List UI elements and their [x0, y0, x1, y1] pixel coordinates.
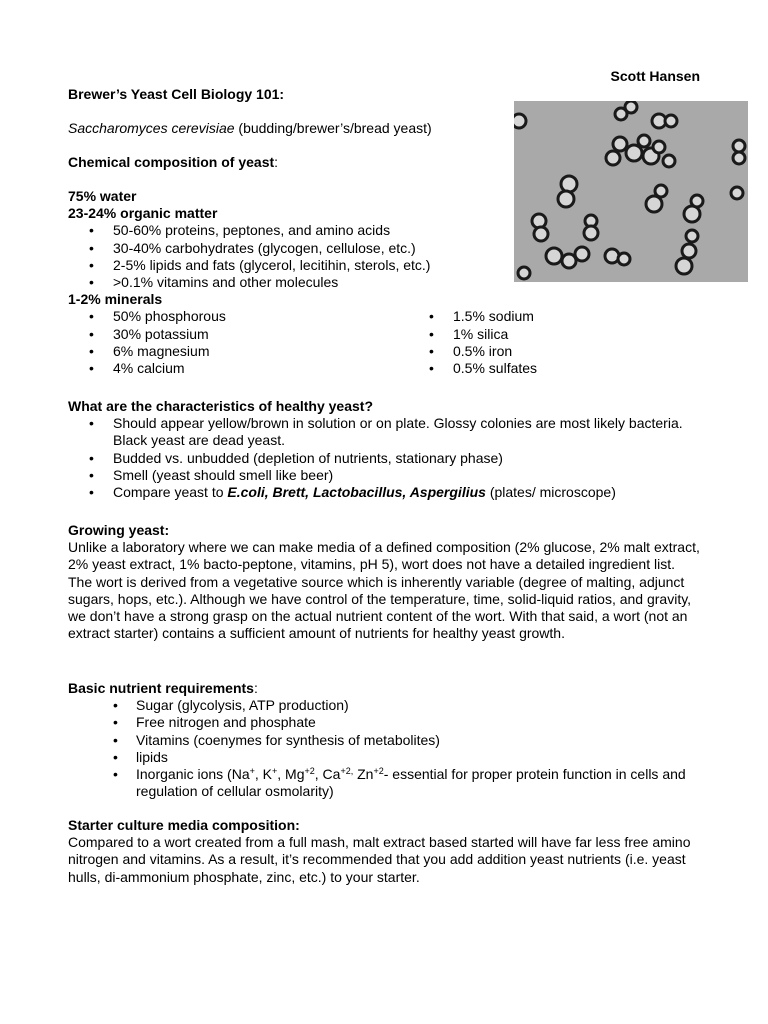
ions-lead: Inorganic ions (Na	[136, 766, 250, 783]
minerals-list-left	[68, 308, 408, 377]
list-item: • Vitamins (coenymes for synthesis of metabolites)	[68, 732, 702, 749]
zinc-charge: +2	[373, 766, 384, 777]
minerals-list-right	[408, 308, 748, 377]
chemical-composition-heading	[68, 154, 278, 171]
compare-prefix: Compare yeast to	[113, 484, 228, 501]
list-item: • 1% silica	[408, 326, 748, 343]
composition-section	[68, 188, 748, 377]
list-item: • Smell (yeast should smell like beer)	[68, 467, 702, 484]
list-item: • 1.5% sodium	[408, 308, 748, 325]
list-item: • 6% magnesium	[68, 343, 408, 360]
list-item: • 2-5% lipids and fats (glycerol, lecitihin, sterols, etc.)	[68, 257, 748, 274]
list-item: • >0.1% vitamins and other molecules	[68, 274, 748, 291]
potassium-charge: +	[272, 766, 278, 777]
list-item: • 50% phosphorous	[68, 308, 408, 325]
list-item: • Should appear yellow/brown in solution or on plate. Glossy colonies are most likely bacteria. Black yeast are dead yeast.	[68, 415, 702, 449]
healthy-yeast-list	[68, 415, 702, 501]
chemical-composition-heading-colon: :	[274, 154, 279, 170]
document-title: Brewer’s Yeast Cell Biology 101:	[68, 86, 285, 102]
species-name: Saccharomyces cerevisiae	[68, 120, 235, 136]
list-item: • 50-60% proteins, peptones, and amino acids	[68, 222, 748, 239]
growing-yeast-section	[68, 522, 702, 642]
minerals-line: 1-2% minerals	[68, 291, 163, 308]
list-item: • Sugar (glycolysis, ATP production)	[68, 697, 702, 714]
ions-calcium: , Ca	[314, 766, 341, 783]
growing-yeast-paragraph: Unlike a laboratory where we can make media of a defined composition (2% glucose, 2% malt extract, 2% yeast extract, 1% bacto-peptone, vitamins, pH 5), wort does not have a detailed ingredient list. The wort is derived from a vegetative source which is inherently variable (degree of malting, adjunct sugars, hops, etc.). Although we have control of the temperature, time, solid-liquid ratios, and gravity, we don’t have a strong grasp on the actual nutrient content of the wort. With that said, a wort (not an extract starter) contains a sufficient amount of nutrients for healthy yeast growth.	[68, 539, 700, 642]
ions-magnesium: , Mg	[277, 766, 305, 783]
ions-rest: - essential for proper protein function in cells and regulation of cellular osmolarity)	[136, 766, 686, 800]
water-line: 75% water	[68, 188, 137, 204]
magnesium-charge: +2	[304, 766, 315, 777]
list-item: • 4% calcium	[68, 360, 408, 377]
healthy-yeast-section	[68, 398, 702, 501]
list-item: • Budded vs. unbudded (depletion of nutrients, stationary phase)	[68, 450, 702, 467]
list-item: • lipids	[68, 749, 702, 766]
nutrient-requirements-heading	[68, 680, 702, 697]
species-line	[68, 120, 432, 137]
organic-matter-list	[68, 222, 748, 291]
list-item: • 0.5% iron	[408, 343, 748, 360]
starter-culture-paragraph: Compared to a wort created from a full mash, malt extract based started will have far less free amino nitrogen and vitamins. As a result, it’s recommended that you add addition yeast nutrients (i.e. yeast hulls, di-ammonium phosphate, zinc, etc.) to your starter.	[68, 834, 691, 885]
compare-suffix: (plates/ microscope)	[485, 484, 616, 501]
minerals-grid	[68, 308, 748, 377]
growing-yeast-heading: Growing yeast:	[68, 522, 170, 538]
nutrient-requirements-heading-colon: :	[253, 680, 258, 696]
nutrient-list	[68, 697, 702, 800]
organic-matter-line: 23-24% organic matter	[68, 205, 218, 222]
chemical-composition-heading-text: Chemical composition of yeast	[68, 154, 275, 170]
nutrient-requirements-section	[68, 680, 702, 800]
sodium-charge: +	[249, 766, 255, 777]
compare-organisms: E.coli, Brett, Lactobacillus, Aspergilius	[227, 484, 486, 501]
list-item	[68, 766, 702, 800]
list-item: • Free nitrogen and phosphate	[68, 714, 702, 731]
healthy-yeast-heading: What are the characteristics of healthy yeast?	[68, 398, 373, 414]
list-item: • 0.5% sulfates	[408, 360, 748, 377]
list-item: • 30% potassium	[68, 326, 408, 343]
starter-culture-heading: Starter culture media composition:	[68, 817, 300, 833]
ions-potassium: , K	[254, 766, 273, 783]
nutrient-requirements-heading-text: Basic nutrient requirements	[68, 680, 254, 696]
list-item	[68, 484, 702, 501]
author-name: Scott Hansen	[610, 68, 700, 84]
list-item: • 30-40% carbohydrates (glycogen, cellulose, etc.)	[68, 240, 748, 257]
species-description: (budding/brewer’s/bread yeast)	[234, 120, 432, 136]
ions-zinc: Zn	[353, 766, 374, 783]
calcium-charge: +2,	[340, 766, 354, 777]
starter-culture-section	[68, 817, 708, 886]
